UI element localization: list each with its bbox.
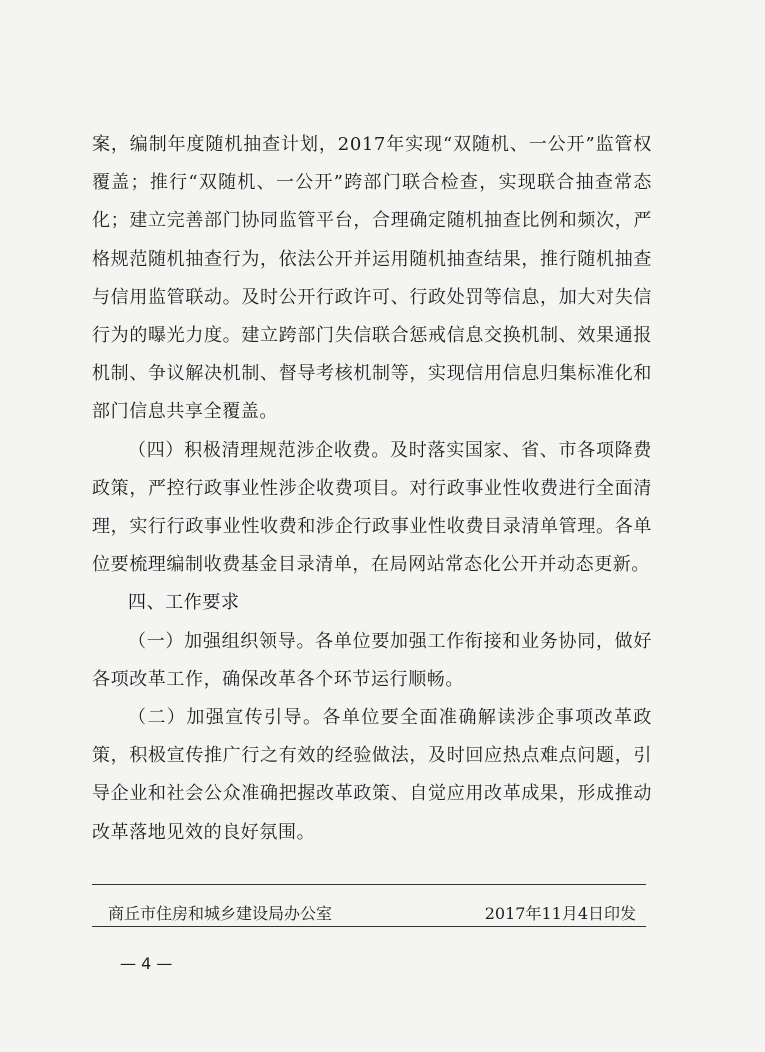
paragraph-fee-cleanup: （四）积极清理规范涉企收费。及时落实国家、省、市各项降费政策，严控行政事业性涉企收费项目。对行政事业性收费进行全面清理，实行行政事业性收费和涉企行政事业性收费目录清单管理。各单位要梳理编制收费基金目录清单，在局网站常态化公开并动态更新。 (92, 439, 652, 576)
footer-top-rule (92, 884, 646, 885)
requirement-publicity: （二）加强宣传引导。各单位要全面准确解读涉企事项改革政策，积极宣传推广行之有效的经验做法，及时回应热点难点问题，引导企业和社会公众准确把握改革政策、自觉应用改革成果，形成推动改革落地见效的良好氛围。 (92, 707, 652, 843)
page-number: — 4 — (120, 954, 173, 973)
issuing-office: 商丘市住房和城乡建设局办公室 (108, 904, 333, 923)
print-date: 2017年11月4日印发 (484, 904, 636, 923)
requirement-organization: （一）加强组织领导。各单位要加强工作衔接和业务协同，做好各项改革工作，确保改革各个环节运行顺畅。 (92, 630, 652, 690)
document-body (92, 126, 652, 852)
footer-bottom-rule (92, 926, 646, 927)
section-heading: 四、工作要求 (128, 592, 240, 614)
paragraph-continuation: 案，编制年度随机抽查计划，2017年实现“双随机、一公开”监管权覆盖；推行“双随机、一公开”跨部门联合检查，实现联合抽查常态化；建立完善部门协同监管平台，合理确定随机抽查比例和频次，严格规范随机抽查行为，依法公开并运用随机抽查结果，推行随机抽查与信用监管联动。及时公开行政许可、行政处罚等信息，加大对失信行为的曝光力度。建立跨部门失信联合惩戒信息交换机制、效果通报机制、争议解决机制、督导考核机制等，实现信用信息归集标准化和部门信息共享全覆盖。 (92, 134, 652, 423)
